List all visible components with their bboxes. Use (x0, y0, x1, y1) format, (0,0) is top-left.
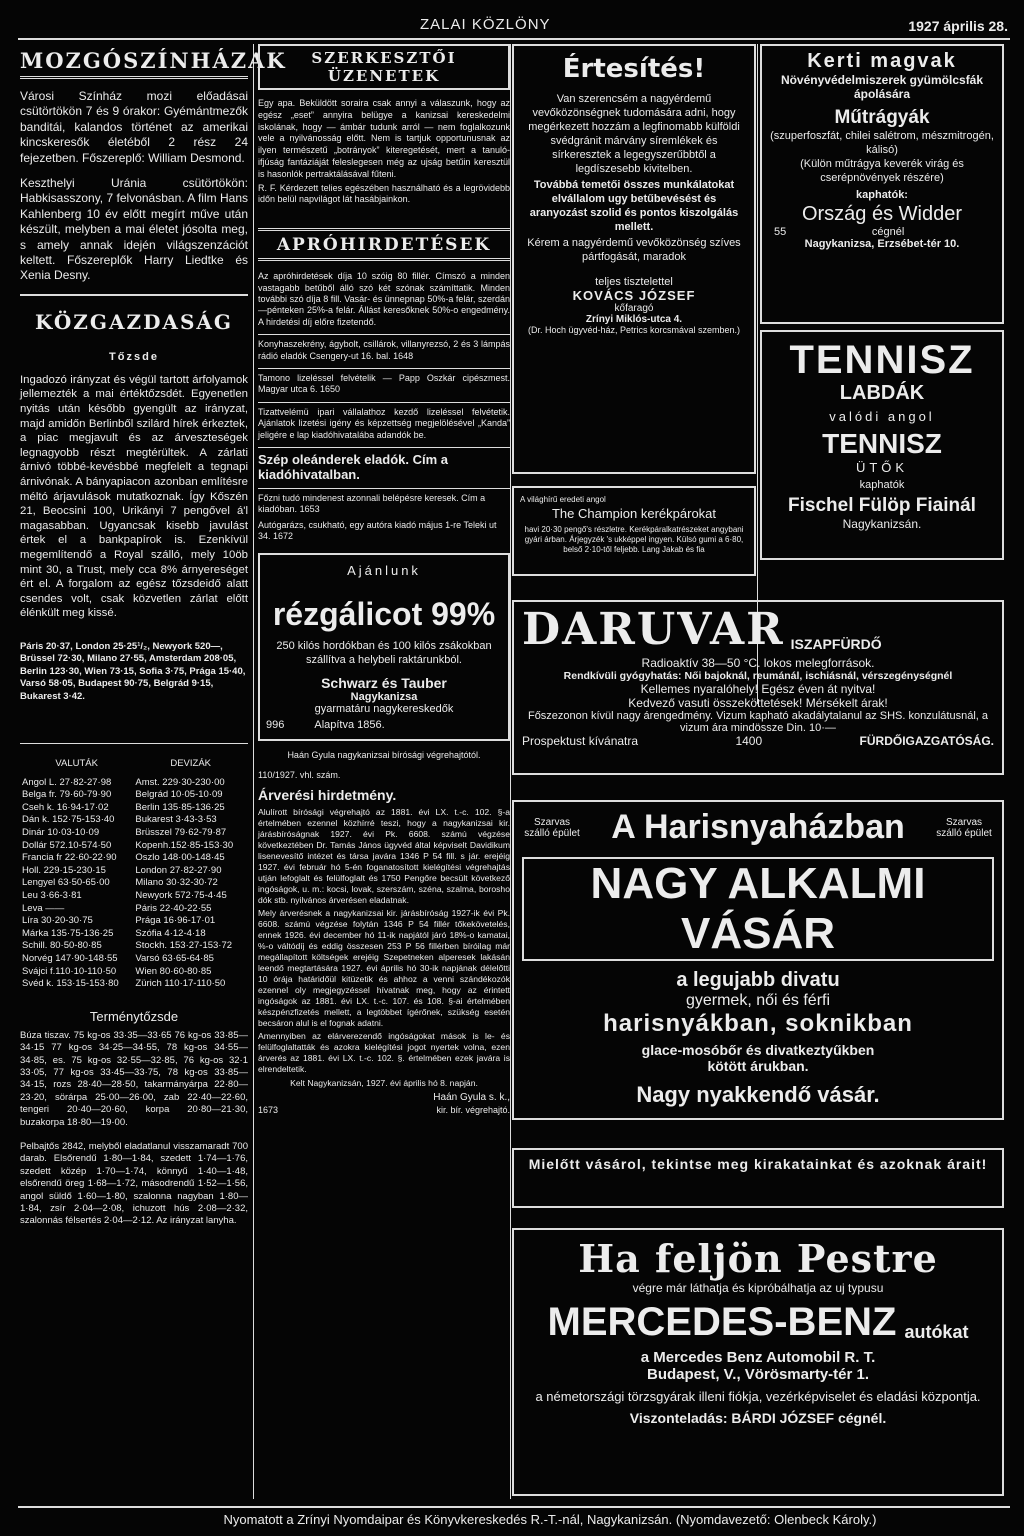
classified-ad (258, 334, 510, 362)
arveres-kelt: Kelt Nagykanizsán, 1927. évi április hó 8. napján. (290, 1078, 478, 1089)
harisnya-head (522, 808, 994, 847)
deviza-row: Brüsszel 79·62-79·87 (135, 826, 227, 838)
tennisz-ad (760, 330, 1004, 560)
orszag-widder: Ország és Widder (801, 203, 963, 225)
classified-ad (258, 402, 510, 441)
aprohirdetes-rules: Az apróhirdetések díja 10 szóig 80 fillér. Címszó a minden vastagabb betűből álló szó két szónak számíttatik. Minden további szó díja 8 fill. Vasár- és ünnepnap 50%-a felár, szerdán—pénteken 25%-a felár. Állást keresőknek 50%-o engedmény. A hirdetési díj előre fizetendő. (258, 271, 510, 327)
deviza-row: Milano 30·32-30·72 (135, 877, 218, 889)
valuta-row: Holl. 229·15-230·15 (22, 864, 106, 876)
column-4 (760, 44, 1004, 560)
ertesites-text-3: Kérem a nagyérdemű vevőközönség szíves pártfogását, maradok (527, 237, 741, 263)
harisnya-left: Szarvas szálló épület (524, 816, 580, 839)
ertesites-text-2: Továbbá temetői összes munkálatokat elvállalom ugy betűbevésést és aranyozást szolid és pontos kiszolgálás mellett. (529, 179, 739, 233)
classified-ad-number: 1650 (320, 384, 341, 395)
nagy-vasar: NAGY ALKALMI VÁSÁR (522, 857, 994, 961)
mutragyak-title: Műtrágyák (834, 107, 930, 128)
valuta-row: Dollár 572.10-574·50 (22, 839, 112, 851)
valuta-row: Dán k. 152·75-153·40 (22, 814, 115, 826)
schwarz-footer (266, 719, 502, 731)
kozgazdasag-title: KÖZGAZDASÁG (35, 309, 233, 334)
arveres-text-3: Amennyiben az elárverezendő ingóságokat mások is le- és felülfoglaltatták és azokra kielégítési jogot nyertek volna, ezen árverés az 1881. évi LX. t.-c. 102. §. értelmében ezek javára is elrendeltetik. (258, 1031, 510, 1075)
daruvar-suffix: ISZAPFÜRDŐ (790, 636, 882, 652)
deviza-row: Zürich 110·17-110·50 (135, 978, 226, 990)
champion-title: The Champion kerékpárokat (551, 506, 717, 522)
valuta-row: Angol L. 27·82-27·98 (22, 776, 112, 788)
signature-title: kir. bír. végrehajtó. (436, 1105, 510, 1116)
daruvar-title: DARUVAR (522, 604, 785, 655)
glace: glace-mosóbőr és divatkeztyűkben (641, 1042, 875, 1058)
labdak: LABDÁK (839, 382, 925, 404)
mercedes-ad (512, 1228, 1004, 1496)
classified-ad-text: Tizattvelémü ipari vállalathoz kezdő lizeléssel felvétetik. Ajánlatok lizetési igény és képzettség megjelölésével „Kanda” jeligére e lap kiadóhivatalába adandók be. (258, 406, 510, 440)
exchange-quotes: Páris 20·37, London 25·25¹/₂, Newyork 520—, Brüssel 72·30, Milano 27·55, Amsterdam 208·05, Berlin 123·30, Wien 73·15, Sofia 3·75, Prága 15·40, Varsó 58·05, Budapest 90·75, Belgrád 9·15, Bukarest 3·42. (20, 640, 246, 702)
valodi-angol: valódi angol (829, 409, 935, 424)
valuta-row: Norvég 147·90-148·55 (22, 952, 118, 964)
daruvar-head (522, 604, 994, 655)
fozni-ad (258, 488, 510, 516)
mb-text: a németországi törzsgyárak illeni fiókja, vezérképviselet és eladási központja. (535, 1389, 981, 1404)
mb-company: a Mercedes Benz Automobil R. T. (640, 1349, 876, 1366)
classified-ad-number: 1648 (393, 350, 414, 361)
szerkesztoi-title: SZERKESZTŐI ÜZENETEK (258, 44, 510, 90)
valuta-row: Svájci f.110·10-110·50 (22, 965, 117, 977)
issue-date: 1927 április 28. (908, 18, 1008, 34)
rezgalic-ad (258, 553, 510, 741)
kerti-title: Kerti magvak (807, 50, 957, 72)
fischel: Fischel Fülöp Fiainál (788, 495, 976, 516)
valuta-row: Cseh k. 16·94-17·02 (22, 801, 109, 813)
szerkesztoi-text: Egy apa. Beküldött soraira csak annyi a válaszunk, hogy az egész „eset” annyira belügye a kanizsai kereskedelmi iskolának, hogy — ámbár tudunk arról — nem foglalkozunk vele a nyilvánosság előtt. Nem is tartjuk opportunusnak az ilyen természetű „botrányok” kiteregetését, mert a tanuló-ifjúság fantáziáját feleslegesen még az ujság betűin keresztül is hasonlók pertraktálásával fűteni. (258, 98, 510, 179)
column-3 (512, 44, 756, 576)
valutak-list (20, 777, 133, 991)
noveny-text: Növényvédelmiszerek gyümölcsfák ápolására (780, 73, 984, 101)
nagykanizsan: Nagykanizsán. (842, 517, 922, 531)
currency-table-block (20, 743, 248, 991)
fozni-text: Főzni tudó mindenest azonnali belépésre keresek. Cím a kiadóban. (258, 493, 486, 515)
ertesites-title: Értesítés! (562, 54, 706, 84)
arveres-text-2: Mely árverésnek a nagykanizsai kir. járásbíróság 1927-ik évi Pk. 6608. számú végzése folytán 1346 P 54 fillér tőkekövetelés, ennek 1926. évi december hó 11-ik napjától járó 18%-o kamatai, %-o váltódíj és eddig összesen 253 P 56 fillérben bíróilag már megállapított költségek erejéig Szepetneken alperesek lakásán leendő megtartására 1927. évi április hó 30-ik napjának délelőtti 10 órája határidőül kitüzetik és ahhoz a venni szándékozók ezennel oly megjegyzéssel hívatnak meg, hogy az érintett ingóságok az 1881. évi LX. t.-c. 107. és 108. §-ai értelmében készpénzfizetés mellett, a legtöbbet ígérőnek, szükség esetén becsáron alul is el fognak adatni. (258, 908, 510, 1029)
valuta-row: Svéd k. 153·15-153·80 (22, 978, 119, 990)
daruvar-line-1: Radioaktív 38—50 °C. lokos melegforrások. (641, 656, 875, 670)
harisnya-title: A Harisnyaházban (611, 808, 905, 846)
mutragyak-text: (szuperfoszfát, chilei salétrom, mészmitrogén, kálisó) (770, 130, 994, 156)
harisnya-right: Szarvas szálló épület (936, 816, 992, 839)
valuta-row: Lengyel 63·50-65·00 (22, 877, 110, 889)
ertesites-ad (512, 44, 756, 474)
deviza-row: Stockh. 153·27-153·72 (135, 940, 233, 952)
deviza-row: Bukarest 3·43-3·53 (135, 814, 217, 826)
deviza-row: Kopenh.152·85-153·30 (135, 839, 234, 851)
deviza-row: Szófia 4·12-4·18 (135, 927, 206, 939)
mutragyak-text-2: (Külön műtrágya keverék virág és cserépnövények részére) (800, 158, 964, 184)
ertesites-address-2: (Dr. Hoch ügyvéd-ház, Petrics korcsmával szemben.) (527, 325, 741, 335)
ertesites-sig1: teljes tisztelettel (595, 276, 673, 288)
signature: Haán Gyula s. k., (433, 1091, 510, 1103)
mozi-paragraph-2: Keszthelyi Uránia csütörtökön: Habkisasszony, 7 felvonásban. A film Hans Kahlenberg 10 év előtt megírt műve után készült, melyben a mai életet jósolta meg, s amely annak idején világszenzációt keltett. Főszereplők Harry Liedtke és Xenia Desny. (20, 176, 248, 283)
mielott-ad (512, 1148, 1004, 1208)
kerti-magvak-ad (760, 44, 1004, 324)
schwarz-number: 996 (266, 718, 285, 731)
mb-address: Budapest, V., Vörösmarty-tér 1. (646, 1366, 870, 1383)
rezgalic-sub: 250 kilós hordókban és 100 kilós zsákokban szállítva a helybeli raktárunkból. (276, 639, 492, 666)
champion-ad (512, 486, 756, 576)
classified-ad-text: Konyhaszekrény, ágybolt, csillárok, villanyrezsó, 2 és 3 lámpás rádió eladók Csengery-ut 16. bal. (258, 339, 510, 361)
arveres-title: Árverési hirdetmény. (258, 787, 397, 804)
aprohirdetesek-title: APRÓHIRDETÉSEK (258, 228, 510, 261)
mozi-paragraph-1: Városi Színház mozi előadásai csütörtökön 7 és 9 órakor: Gyémántmezők banditái, kalandos történet az amerikai kincskeresők életéből 2 rész 24 fejezetben. Főszereplő: William Desmond. (20, 89, 248, 165)
harisnyahaz-ad (512, 800, 1004, 1120)
ajanlunk: Ajánlunk (347, 562, 421, 578)
pestre-sub: végre már láthatja és kipróbálhatja az uj typusu (632, 1281, 884, 1295)
deviza-row: Páris 22·40-22·55 (135, 902, 212, 914)
ertesites-address: Zrínyi Miklós-utca 4. (585, 314, 683, 325)
arveres-text: Alulírott bírósági végrehajtó az 1881. évi LX. t.-c. 102. §-a értelmében ezennel közhírré teszi, hogy a nagykanizsai kir. járásbíróságnak 1927. évi Pk. 6608. számú végzése következtében Dr. Tamás János ügyvéd által képviselt Davidikum lisenevesítő intézet és társa javára 1346 P 54 fill. s jár. erejéig 1927. évi február hó 5-én foganatosított kielégítési végrehajtás utján lefoglalt és felülfoglalt és 1750 Pengőre becsült következő ingóságok, u. m.: kocsi, lovak, szerszám, széna, szalma, borosho dók stb. nyilvános árverésen eladatnak. (258, 807, 510, 906)
termeny-title: Terménytőzsde (89, 1008, 179, 1024)
rezgalic-headline: rézgálicot 99% (272, 595, 496, 632)
daruvar-number: 1400 (735, 734, 763, 748)
mozi-text (20, 89, 248, 284)
devizak-list (133, 777, 248, 991)
header-rule (18, 38, 1010, 40)
fozni-number: 1653 (299, 504, 320, 515)
column-divider (253, 44, 254, 1499)
champion-text: havi 20·30 pengő's részletre. Kerékpáralkatrészeket angybani gyári árban. Árjegyzék 's ukképpel ingyen. Külsó gumi a 6·80, belső 2·10-től feljebb. Lang Jakab és fia (524, 525, 744, 555)
deviza-row: Oszlo 148·00-148·45 (135, 852, 225, 864)
schwarz-founded: Alapítva 1856. (314, 718, 385, 731)
divider (20, 294, 248, 296)
pestre-title: Ha feljön Pestre (578, 1236, 938, 1281)
utok: ÜTŐK (855, 460, 909, 475)
auto-ad (258, 520, 510, 543)
daruvar-prospectus: Prospektust kívánatra (522, 734, 639, 748)
daruvar-line-5: Főszezonon kívül nagy árengedmény. Vizum kapható akadálytalanul az SHS. konzulátusnál, a vizum ára mindössze Din. 10·— (527, 710, 989, 734)
classified-ads (258, 334, 510, 441)
tennisz-title-2: TENNISZ (822, 428, 942, 459)
newspaper-name: ZALAI KÖZLÖNY (420, 16, 551, 33)
ertesites-name: KOVÁCS JÓZSEF (572, 288, 696, 303)
page-footer: Nyomatott a Zrínyi Nyomdaipar és Könyvkereskedés R.-T.-nál, Nagykanizsán. (Nyomdavezető: Olenbeck Károly.) (223, 1512, 877, 1527)
deviza-row: Newyork 572·75-4·45 (135, 889, 227, 901)
deviza-row: Amst. 229·30-230·00 (135, 776, 225, 788)
footer-rule (18, 1506, 1010, 1508)
currency-table (20, 758, 248, 991)
valuta-row: Leva —— (22, 902, 65, 914)
classified-ad (258, 368, 510, 396)
valuta-row: Márka 135·75-136·25 (22, 927, 114, 939)
deviza-row: Varsó 63·65-64·85 (135, 952, 214, 964)
mozi-section-title: MOZGÓSZÍNHÁZAK (20, 44, 248, 79)
kaphatok-2: kaphatók (859, 479, 905, 491)
legujabb-divatu: a legujabb divatu (676, 969, 840, 991)
champion-small: A világhírű eredeti angol (520, 495, 606, 504)
schwarz-desc: gyarmatáru nagykereskedők (314, 702, 454, 715)
daruvar-signature: FÜRDŐIGAZGATÓSÁG. (859, 734, 994, 748)
daruvar-footer (522, 734, 994, 748)
orszag-number: 55 (774, 226, 787, 238)
autokat: autókat (904, 1322, 969, 1342)
column-2 (258, 44, 510, 1504)
page-header (0, 0, 1024, 38)
deviza-row: Prága 16·96-17·01 (135, 915, 216, 927)
daruvar-line-2: Rendkívüli gyógyhatás: Női bajoknál, reumánál, ischiásnál, vérszegénységnél (563, 670, 953, 682)
valuta-row: Schill. 80·50-80·85 (22, 940, 102, 952)
haan-header: Haán Gyula nagykanizsai bírósági végrehajtótól. (287, 749, 481, 760)
deviza-row: Wien 80·60-80·85 (135, 965, 212, 977)
column-divider (510, 44, 511, 1499)
mb-seller: Viszonteladás: BÁRDI JÓZSEF cégnél. (629, 1410, 887, 1426)
auto-number: 1672 (273, 531, 294, 542)
tennisz-title: TENNISZ (789, 338, 975, 382)
haan-number: 110/1927. vhl. szám. (258, 770, 341, 781)
classified-ad-text: Tamono lizeléssel felvételik — Papp Oszkár cipészmest. Magyar utca 6. (258, 373, 510, 395)
kotott: kötött árukban. (707, 1058, 809, 1074)
oleander-ad: Szép oleánderek eladók. Cím a kiadóhivatalban. (258, 447, 510, 482)
deviza-row: Berlin 135·85-136·25 (135, 801, 225, 813)
mielott-text: Mielőtt vásárol, tekintse meg kirakatainkat és azoknak árait! (528, 1156, 988, 1172)
termeny-text: Búza tiszav. 75 kg-os 33·35—33·65 76 kg-os 33·85—34·15 77 kg-os 34·25—34·55, 78 kg-os 34·55—34·85, es. 75 kg-os 32·55—32·85, 76 kg-os 32·1 33·05, 77 kg-os 33·45—33·75, 78 kg-os 33·85—34·15, rozs 28·40—28·50, takarmányárpa 22·80—23·20, sörárpa 25·00—26·00, zab 22·40—22·60, tengeri 20·40—20·60, korpa 20·80—21·30, buzakorpa 18·80—19·00. (20, 1029, 248, 1128)
harisnyakban: harisnyákban, soknikban (603, 1010, 913, 1037)
valuta-row: Líra 30·20-30·75 (22, 915, 93, 927)
signature-line (258, 1104, 510, 1116)
kozgazdasag-text: Ingadozó irányzat és végül tartott árfolyamok jellemezték a mai értéktőzsdét. Egyenetlen nyitás után később gyengült az irányzat, majd amidőn Berlinből szilárd hírek érkeztek, a piac megjavult és az árveszteségek legnagyobb részt megtérültek. A zárlati árnivó többé-kevésbbé megfelelt a tegnapi árnivónak. A bányapiacon azonban említésre méltó árjavulások mutatkoznak. Így Kőszén 21, Beocsini 100, Urikányi 7 pengővel á'l magasabban. Ugyancsak kisebb javulást értek el a bankpapírok is. Ezenkívül megemlítendő a Royal szálló, mely 10öb mint 30, a Trust, mely cca 8% árnyereséget ért el. A forgalom az egész tőzsdeidő alatt csendes volt, csak közvetlen zárlat előtt élénkült meg kissé. (20, 373, 248, 620)
orszag-line (768, 226, 996, 238)
daruvar-line-4: Kedvező vasuti összeköttetések! Mérsékelt árak! (628, 696, 888, 710)
schwarz-city: Nagykanizsa (350, 690, 418, 703)
tozsde-title: Tőzsde (109, 350, 159, 363)
kaphatok: kaphatók: (856, 189, 908, 201)
nyakkendo: Nagy nyakkendő vásár. (636, 1082, 880, 1107)
daruvar-ad (512, 600, 1004, 775)
ertesites-text: Van szerencsém a nagyérdemű vevőközönségnek tudomására adni, hogy megérkezett hozzám a legfinomabb külföldi svédgránit márvány síremlékek és sírkeresztek a legegyszerűbbtől a legdíszesebb kivitelben. (528, 93, 740, 175)
cegnel: cégnél (871, 226, 905, 238)
valuta-row: Francia fr 22·60-22·90 (22, 852, 117, 864)
valuta-row: Leu 3·66-3·81 (22, 889, 82, 901)
valuta-row: Belga fr. 79·60-79·90 (22, 789, 112, 801)
orszag-address: Nagykanizsa, Erzsébet-tér 10. (804, 238, 960, 250)
daruvar-line-3: Kellemes nyaralóhely! Egész éven át nyitva! (640, 682, 876, 696)
valutak-header: VALUTÁK (55, 758, 98, 769)
ertesites-job: kőfaragó (614, 303, 654, 314)
deviza-row: Belgrád 10·05-10·09 (135, 789, 223, 801)
mercedes-row (522, 1301, 994, 1343)
szerkesztoi-text-2: R. F. Kérdezett telies egészében használható és a legrövidebb időn belül napvilágot lát hasábjainkon. (258, 182, 510, 205)
signature-number: 1673 (258, 1105, 279, 1116)
auto-text: Autógarázs, csukható, egy autóra kiadó május 1-re Teleki ut 34. (258, 519, 497, 542)
mercedes-title: MERCEDES-BENZ (547, 1300, 897, 1344)
gyermek: gyermek, női és férfi (685, 992, 831, 1009)
valuta-row: Dinár 10·03-10·09 (22, 826, 100, 838)
pelbaj-text: Pelbajtős 2842, melyből eladatlanul visszamaradt 700 darab. Elsőrendű 1·80—1·84, szedett 1·74—1·76, szedett közép 1·70—1·74, könnyű 1·40—1·48, elsőrendű öreg 1·68—1·72, másodrendű 1·52—1·56, angol süldő 1·60—1·80, szalonna nagyban 1·80—1·84, zsír 2·04—2·08, ichuzott hús 2·08—2·32, szalonnás félsertés 2·04—2·12. Az irányzat lanyha. (20, 1140, 248, 1227)
devizak-header: DEVIZÁK (170, 758, 212, 769)
schwarz-tauber: Schwarz és Tauber (321, 674, 447, 691)
deviza-row: London 27·82-27·90 (135, 864, 222, 876)
